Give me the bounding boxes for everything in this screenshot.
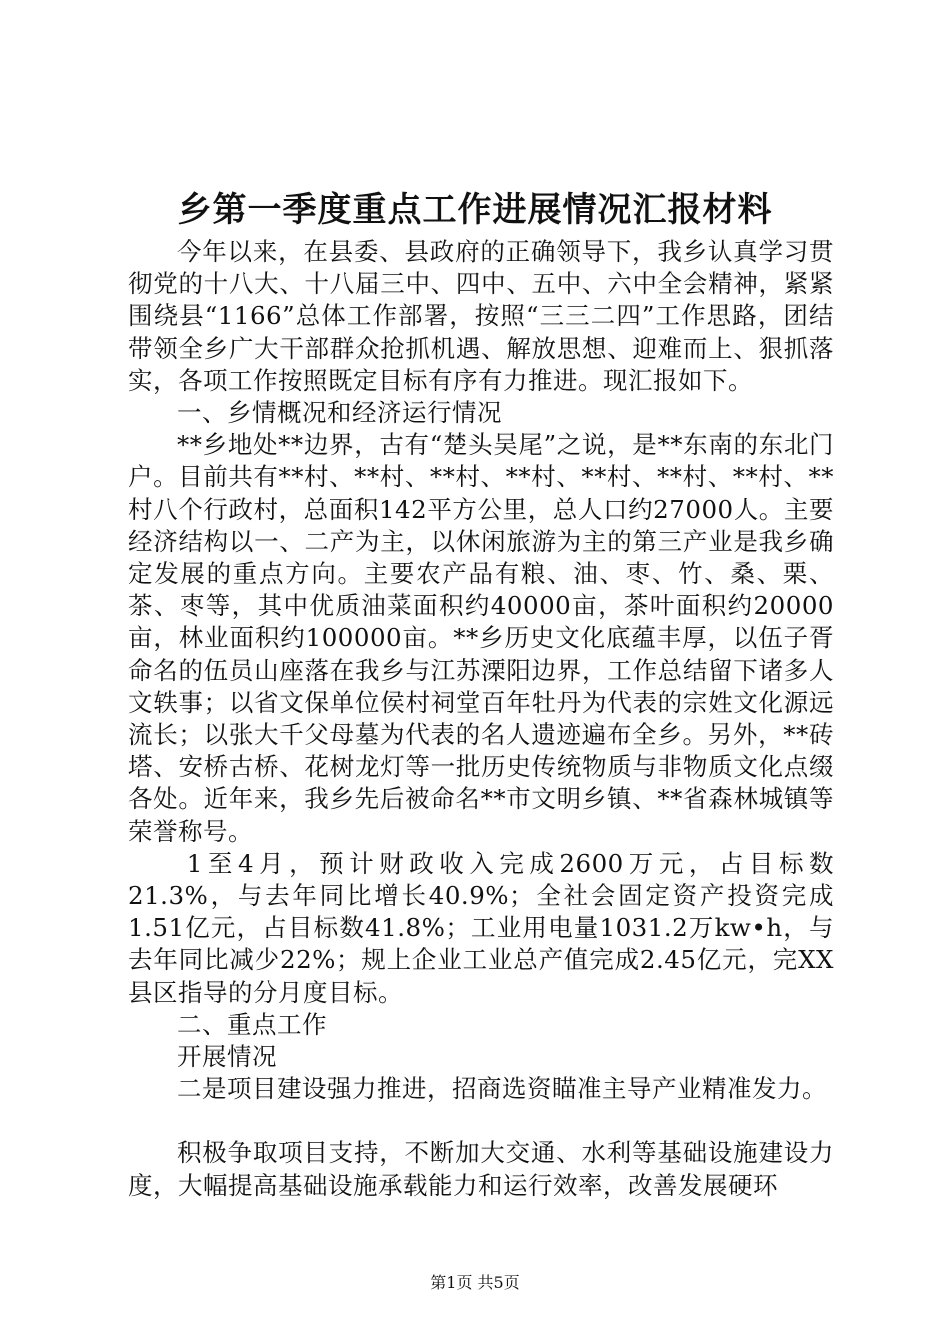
project-heading: 二是项目建设强力推进，招商选资瞄准主导产业精准发力。 [177, 1074, 827, 1104]
section-heading-overview: 一、乡情概况和经济运行情况 [177, 398, 502, 428]
overview-paragraph: **乡地处**边界，古有“楚头吴尾”之说，是**东南的东北门户。目前共有**村、**村、**村、**村、**村、**村、**村、**村八个行政村，总面积142平方公里，总人口约27000人。主要经济结构以一、二产为主，以休闲旅游为主的第三产业是我乡确定发展的重点方向。主要农产品有粮、油、枣、竹、桑、栗、茶、枣等，其中优质油菜面积约40000亩，茶叶面积约20000亩，林业面积约100000亩。**乡历史文化底蕴丰厚，以伍子胥命名的伍员山座落在我乡与江苏溧阳边界，工作总结留下诸多人文轶事；以省文保单位侯村祠堂百年牡丹为代表的宗姓文化源远流长；以张大千父母墓为代表的名人遗迹遍布全乡。另外，**砖塔、安桥古桥、花树龙灯等一批历史传统物质与非物质文化点缀各处。近年来，我乡先后被命名**市文明乡镇、**省森林城镇等荣誉称号。 [128, 430, 834, 846]
economy-paragraph: 1至4月，预计财政收入完成2600万元，占目标数21.3%，与去年同比增长40.9%；全社会固定资产投资完成1.51亿元，占目标数41.8%；工业用电量1031.2万kw•h，与去年同比减少22%；规上企业工业总产值完成2.45亿元，完XX县区指导的分月度目标。 [128, 848, 834, 1007]
subheading-progress: 开展情况 [177, 1042, 277, 1072]
section-heading-key-work: 二、重点工作 [177, 1009, 327, 1039]
document-body [128, 236, 834, 1202]
project-paragraph: 积极争取项目支持，不断加大交通、水利等基础设施建设力度，大幅提高基础设施承载能力和运行效率，改善发展硬环 [128, 1138, 834, 1200]
intro-paragraph: 今年以来，在县委、县政府的正确领导下，我乡认真学习贯彻党的十八大、十八届三中、四中、五中、六中全会精神，紧紧围绕县“1166”总体工作部署，按照“三三二四”工作思路，团结带领全乡广大干部群众抢抓机遇、解放思想、迎难而上、狠抓落实，各项工作按照既定目标有序有力推进。现汇报如下。 [128, 237, 834, 395]
page-footer: 第1页 共5页 [430, 1273, 520, 1292]
document-title: 乡第一季度重点工作进展情况汇报材料 [177, 190, 773, 230]
